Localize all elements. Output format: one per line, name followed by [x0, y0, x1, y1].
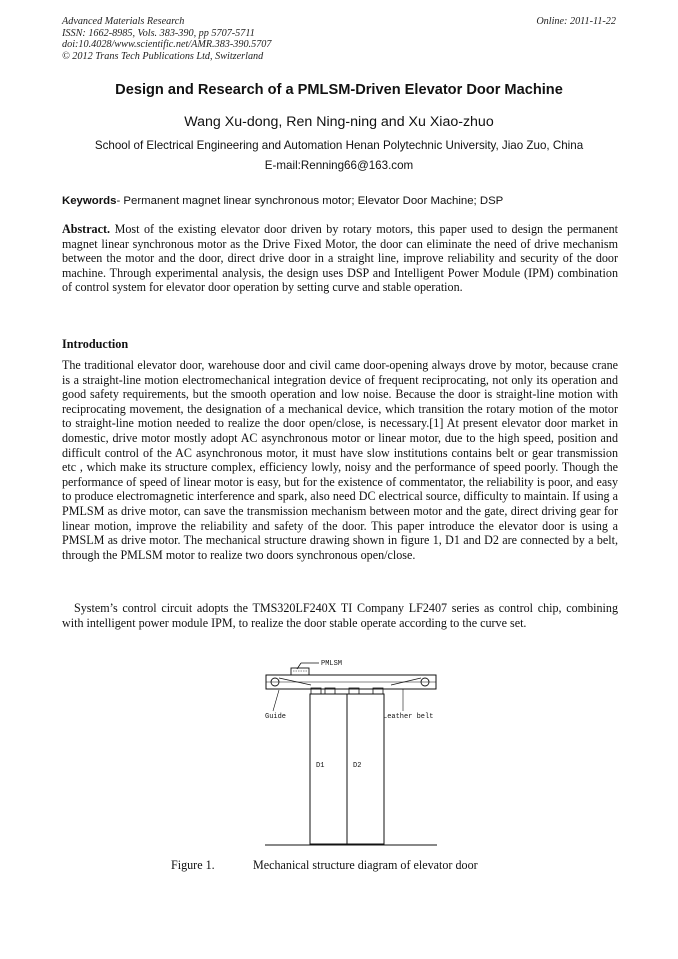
contact-email: E-mail:Renning66@163.com	[264, 159, 414, 172]
doi-line: doi:10.4028/www.scientific.net/AMR.383-390.5707	[62, 39, 272, 51]
keywords-label: Keywords	[62, 195, 117, 207]
intro-paragraph-1: The traditional elevator door, warehouse door and civil came door-opening always drove by motor, because crane is a straight-line motion electromechanical integration device of frequent reciprocating, not only its operation and good safety requirements, but the smooth operation and low noise. Because the door is straight-line motion with reciprocating movement, the designation of a mechanical device, which transition the rotary motion of the motor to straight-line motion needed to realize the door open/close, is necessary.[1] At present elevator door market in domestic, drive motor mostly adopt AC asynchronous motor or linear motor, due to the high speed, position and difficult control of the AC asynchronous motor, it must have slow institutions contains belt or gear transmission etc , which make its structure complex, efficiency lowly, noisy and the performance of speed poorly. Though the performance of speed of linear motor is easy, but for the existence of commentator, the reliability is poor, and easy to produce electromagnetic interference and spark, also need DC electrical source, difficulty to maintain. If using a PMLSM as drive motor, can save the transmission mechanism between motor and the gate, direct driving gear for linear motion, improve the reliability and safety of the door. This paper introduce the elevator door is using a PMSLM as drive motor. The mechanical structure drawing shown in figure 1, D1 and D2 are connected by a belt, through the PMLSM motor to realize two doors synchronous open/close.	[62, 358, 618, 562]
copyright-line: © 2012 Trans Tech Publications Ltd, Switzerland	[62, 50, 264, 62]
abstract-label: Abstract.	[62, 222, 111, 236]
online-date: Online: 2011-11-22	[536, 16, 616, 27]
abstract-paragraph	[62, 222, 618, 295]
issn-line: ISSN: 1662-8985, Vols. 383-390, pp 5707-5711	[62, 27, 255, 39]
belt-left	[279, 678, 311, 685]
figure-label-d2: D2	[353, 762, 362, 770]
figure-label-pmlsm: PMLSM	[321, 660, 343, 668]
journal-name: Advanced Materials Research	[62, 16, 185, 27]
figure-caption-text: Mechanical structure diagram of elevator door	[253, 858, 478, 872]
figure-label-d1: D1	[316, 762, 325, 770]
author-list: Wang Xu-dong, Ren Ning-ning and Xu Xiao-zhuo	[184, 114, 494, 130]
figure-caption-number: Figure 1.	[171, 858, 215, 872]
belt-right	[391, 678, 421, 685]
elevator-door-diagram	[263, 655, 439, 851]
paper-title: Design and Research of a PMLSM-Driven Elevator Door Machine	[115, 82, 563, 98]
figure-label-belt: Leather belt	[383, 713, 434, 721]
running-header	[62, 16, 616, 62]
pmlsm-motor	[291, 668, 309, 675]
keywords-text: - Permanent magnet linear synchronous motor; Elevator Door Machine; DSP	[116, 195, 504, 207]
intro-paragraph-2: System’s control circuit adopts the TMS320LF240X TI Company LF2407 series as control chip, combining with intelligent power module IPM, to realize the door stable operate according to the curve set.	[62, 601, 618, 630]
section-heading-introduction: Introduction	[62, 337, 129, 351]
keywords-line	[62, 195, 618, 207]
abstract-text: Most of the existing elevator door driven by rotary motors, this paper used to design the permanent magnet linear synchronous motor as the Drive Fixed Motor, the door can eliminate the need of drive mechanism between the motor and the door, direct drive door in a straight line, improve reliability and security of the door machine. Through experimental analysis, the design uses DSP and Intelligent Power Module (IPM) combination of control system for elevator door operation by setting curve and stable operation.	[62, 222, 618, 295]
figure-label-guide: Guide	[265, 713, 287, 721]
guide-leader	[273, 690, 279, 711]
affiliation: School of Electrical Engineering and Automation Henan Polytechnic University, Jiao Zuo, China	[94, 139, 584, 152]
